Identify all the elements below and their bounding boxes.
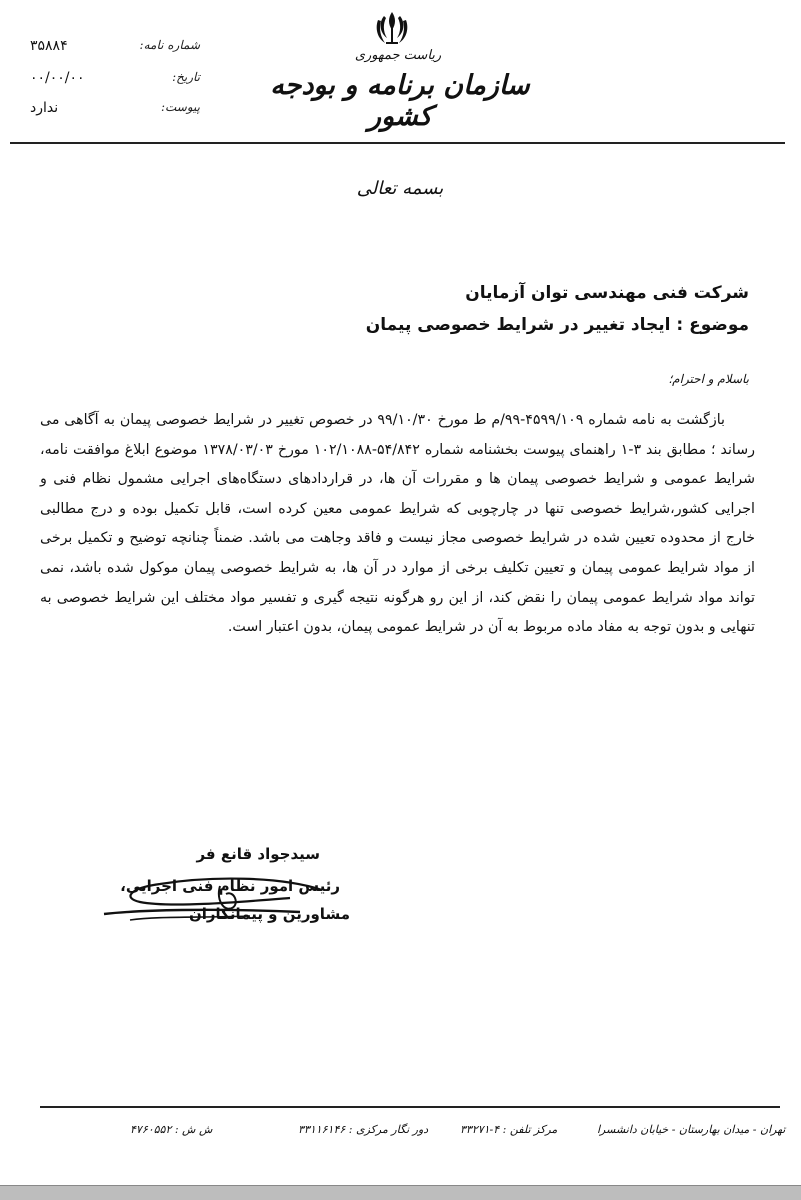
footer-fax-central — [298, 1122, 428, 1136]
letter-date-label: تاریخ: — [172, 70, 200, 84]
greeting: باسلام و احترام؛ — [668, 372, 749, 386]
footer-fax-text: ش ش : ۴۷۶۰۵۵۲ — [130, 1123, 213, 1136]
basmala: بسمه تعالی — [356, 178, 444, 199]
footer-phone-text: مرکز تلفن : ۴-۳۳۲۷۱ — [460, 1123, 558, 1136]
signatory-title-line2: مشاورین و پیمانکاران — [188, 905, 350, 923]
letter-number-label: شماره نامه: — [139, 38, 200, 52]
handwritten-signature — [100, 868, 330, 948]
subject-line: موضوع : ایجاد تغییر در شرایط خصوصی پیمان — [365, 315, 749, 335]
presidency-label: ریاست جمهوری — [354, 48, 442, 63]
national-emblem-icon — [375, 10, 409, 46]
header-divider — [10, 142, 785, 144]
footer-divider — [40, 1106, 780, 1108]
attachment-value: ندارد — [30, 100, 59, 116]
signatory-title: رئیس امور نظام فنی اجرایی، — [120, 877, 340, 895]
letter-body: بازگشت به نامه شماره ۴۵۹۹/۱۰۹-۹۹/م ط مورخ ۹۹/۱۰/۳۰ در خصوص تغییر در شرایط خصوصی پیمان به آگاهی می رساند ؛ مطابق بند ۳-۱ راهنمای پیوست بخشنامه شماره ۵۴/۸۴۲-۱۰۲/۱۰۸۸ مورخ ۱۳۷۸/۰۳/۰۳ موضوع ابلاغ موافقت نامه، شرایط عمومی و شرایط خصوصی پیمان ها و مقررات آن ها، در قراردادهای دستگاه‌های اجرایی مشمول نظام فنی و اجرایی کشور،شرایط خصوصی تنها در چارچوبی که شرایط عمومی معین کرده است، قابل تکمیل بوده و درج مطالبی خارج از محدوده تعیین شده در شرایط خصوصی مجاز نیست و فاقد وجاهت می باشد. ضمناً چنانچه توضیح و تکمیل برخی از مواد شرایط عمومی پیمان و تعیین تکلیف برخی از موارد در آن ها، به شرایط خصوصی پیمان موکول شده باشد، نمی تواند مواد شرایط عمومی پیمان را نقض کند، از این رو هرگونه نتیجه گیری و تفسیر مواد مختلف این شرایط خصوصی به تنهایی و بدون توجه به مفاد ماده مربوط به آن در شرایط عمومی پیمان، بدون اعتبار است. — [40, 412, 755, 636]
letter-date-row — [30, 70, 200, 92]
attachment-label: پیوست: — [160, 100, 200, 114]
footer-address — [597, 1122, 785, 1136]
letter-attachment-row — [30, 100, 200, 122]
recipient: شرکت فنی مهندسی توان آزمایان — [465, 283, 749, 303]
signatory-name: سیدجواد قانع فر — [196, 845, 320, 863]
footer-fax — [130, 1122, 212, 1136]
footer-fax-central-text: دور نگار مرکزی : ۳۳۱۱۶۱۴۶ — [298, 1123, 429, 1136]
organization-name: سازمان برنامه و بودجه کشور — [270, 70, 530, 132]
letter-date-value: ۰۰/۰۰/۰۰ — [30, 70, 85, 86]
footer-address-text: تهران - میدان بهارستان - خیابان دانشسرا — [597, 1123, 786, 1136]
letter-number-value: ۳۵۸۸۴ — [30, 38, 68, 54]
footer-phone — [460, 1122, 557, 1136]
scan-bottom-edge — [0, 1185, 801, 1200]
letter-number-row — [30, 38, 200, 60]
